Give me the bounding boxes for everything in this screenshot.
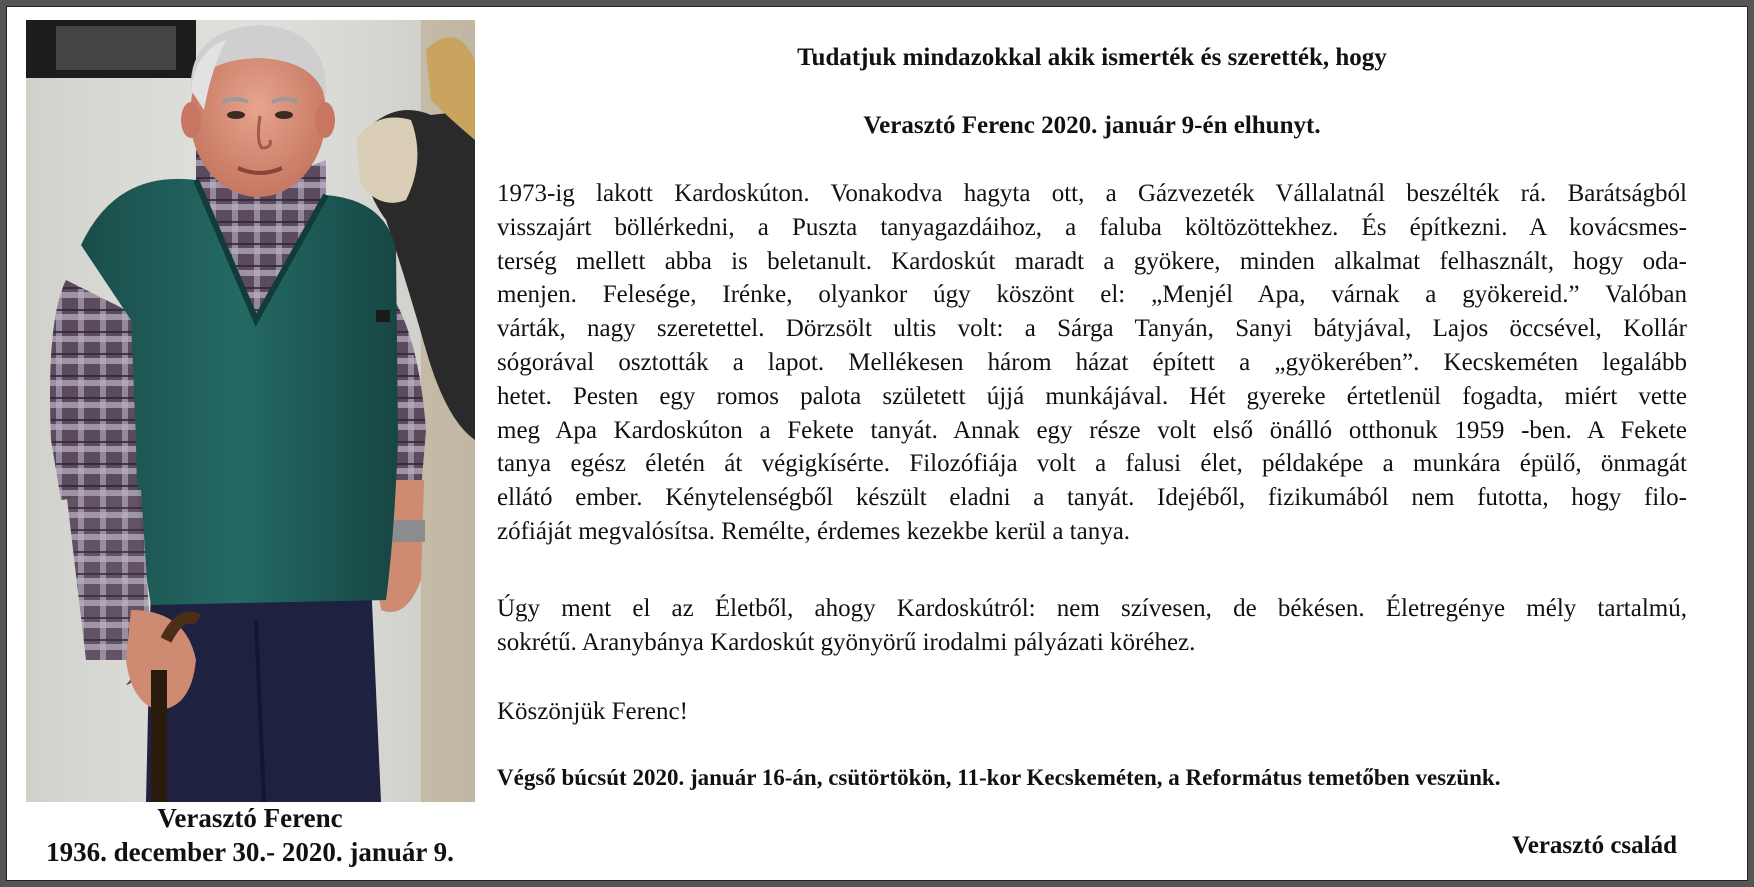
paragraph-line: terség mellett abba is beletanult. Kardoskút maradt a gyökere, minden alkalmat felhasznált, hogy oda- [497,247,1687,275]
paragraph-1 [497,177,1687,549]
paragraph-line: sógorával osztották a lapot. Mellékesen három házat épített a „gyökerében”. Kecskeméten legalább [497,348,1687,376]
photo-caption [14,801,486,869]
paragraph-line: zófiáját megvalósítsa. Remélte, érdemes kezekbe kerül a tanya. [497,517,1131,545]
paragraph-line: sokrétű. Aranybánya Kardoskút gyönyörű irodalmi pályázati köréhez. [497,628,1196,656]
paragraph-line: várták, nagy szeretettel. Dörzsölt ultis volt: a Sárga Tanyán, Sanyi bátyjával, Lajos öccsével, Kollár [497,315,1687,343]
caption-name: Verasztó Ferenc [157,803,343,833]
paragraph-line: tanya egész életén át végigkísérte. Filozófiája volt a falusi élet, példaképe a munkára épülő, önmagát [497,450,1687,478]
heading-line-2: Verasztó Ferenc 2020. január 9-én elhunyt. [863,112,1321,139]
farewell-notice: Végső búcsút 2020. január 16-án, csütörtökön, 11-kor Kecskeméten, a Református temetőben veszünk. [497,765,1501,790]
paragraph-line: meg Apa Kardoskúton a Fekete tanyát. Annak egy része volt első önálló otthonuk 1959 -ben. A Fekete [497,416,1687,444]
paragraph-line: Úgy ment el az Életből, ahogy Kardoskútról: nem szívesen, de békésen. Életregénye mély tartalmú, [497,595,1687,622]
paragraph-3 [497,695,1687,729]
paragraph-line: ellátó ember. Kénytelenségből készült eladni a tanyát. Idejéből, fizikumából nem futotta, hogy filo- [497,484,1687,512]
portrait-photo [26,20,475,802]
thanks-line: Köszönjük Ferenc! [497,698,688,725]
caption-dates: 1936. december 30.- 2020. január 9. [46,837,454,867]
paragraph-line: visszajárt böllérkedni, a Puszta tanyagazdáihoz, a faluba költözöttekhez. És építkezni. A kovácsmes- [497,213,1687,241]
paragraph-2 [497,592,1687,660]
signature: Verasztó család [1511,832,1677,859]
paragraph-line: menjen. Felesége, Irénke, olyankor úgy köszönt el: „Menjél Apa, várnak a gyökereid.” Valóban [497,281,1687,309]
paragraph-line: 1973-ig lakott Kardoskúton. Vonakodva hagyta ott, a Gázvezeték Vállalatnál beszélték rá. Barátságból [497,180,1687,207]
heading-line-1: Tudatjuk mindazokkal akik ismerték és szerették, hogy [797,44,1387,71]
paragraph-line: hetet. Pesten egy romos palota született újjá munkájával. Hét gyereke értetlenül fogadta, miért vette [497,382,1687,410]
